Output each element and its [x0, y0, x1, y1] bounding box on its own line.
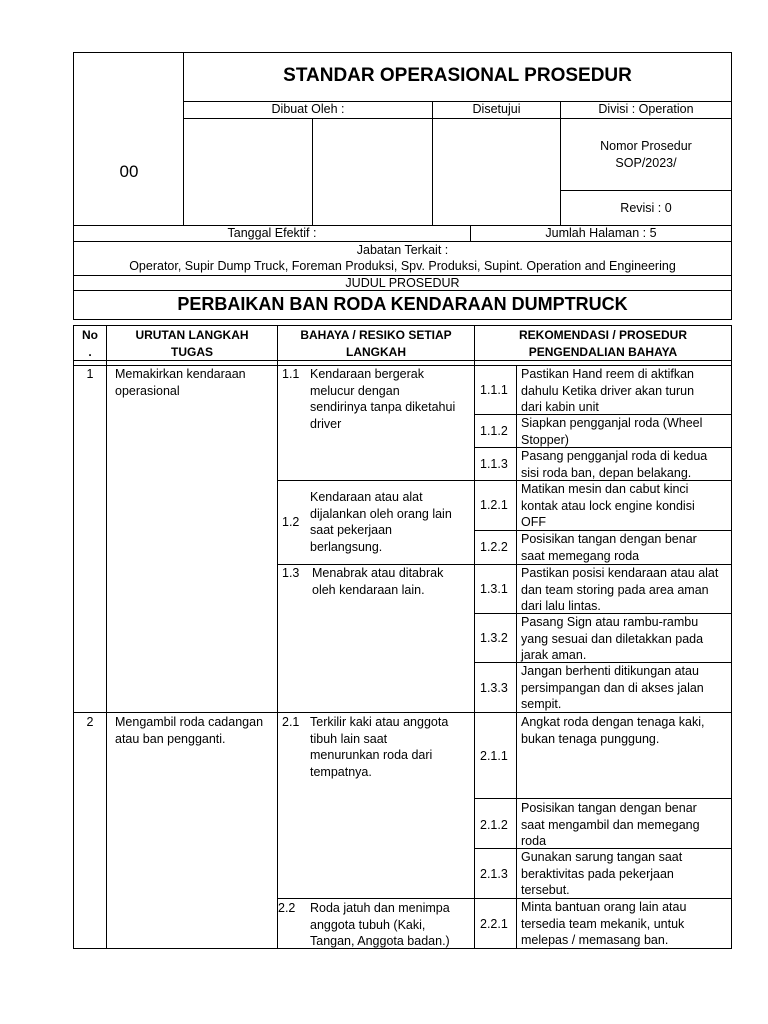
step-number: 1	[86, 367, 94, 381]
control-number: 2.1.3	[480, 867, 508, 881]
control-number: 1.2.2	[480, 540, 508, 554]
effective-date-label: Tanggal Efektif :	[227, 226, 317, 240]
border	[516, 365, 517, 949]
hazard-text: Kendaraan atau alat dijalankan oleh orang lain saat pekerjaan berlangsung.	[310, 490, 452, 554]
border	[277, 480, 475, 481]
related-positions-label: Jabatan Terkait :	[356, 243, 449, 257]
control-number: 1.3.1	[480, 582, 508, 596]
control-text: Posisikan tangan dengan benar saat memegang roda	[521, 532, 697, 563]
control-text: Gunakan sarung tangan saat beraktivitas pada pekerjaan tersebut.	[521, 850, 683, 897]
division-label: Divisi : Operation	[598, 102, 694, 116]
hazard-text: Kendaraan bergerak melucur dengan sendirinya tanpa diketahui driver	[310, 367, 456, 431]
border	[183, 118, 732, 119]
document-number: 00	[119, 162, 139, 181]
procedure-title: PERBAIKAN BAN RODA KENDARAAN DUMPTRUCK	[177, 294, 628, 314]
border	[312, 118, 313, 226]
control-number: 2.1.1	[480, 749, 508, 763]
border	[106, 325, 107, 949]
border	[277, 325, 278, 949]
page-count-label: Jumlah Halaman : 5	[545, 226, 657, 240]
made-by-label: Dibuat Oleh :	[271, 102, 345, 116]
border	[560, 190, 732, 191]
border	[432, 101, 433, 226]
control-text: Pastikan posisi kendaraan atau alat dan team storing pada area aman dari lalu lintas.	[521, 566, 719, 613]
control-number: 2.2.1	[480, 917, 508, 931]
control-text: Minta bantuan orang lain atau tersedia team mekanik, untuk melepas / memasang ban.	[521, 900, 687, 947]
hazard-text: Terkilir kaki atau anggota tibuh lain saat menurunkan roda dari tempatnya.	[310, 715, 449, 779]
control-number: 1.1.2	[480, 424, 508, 438]
column-header-control: REKOMENDASI / PROSEDUR PENGENDALIAN BAHAYA	[518, 328, 688, 359]
hazard-number: 1.3	[282, 566, 300, 580]
control-text: Pasang Sign atau rambu-rambu yang sesuai dan diletakkan pada jarak aman.	[521, 615, 704, 662]
control-text: Angkat roda dengan tenaga kaki, bukan tenaga punggung.	[521, 715, 705, 746]
hazard-number: 1.1	[282, 367, 300, 381]
control-text: Jangan berhenti ditikungan atau persimpangan dan di akses jalan sempit.	[521, 664, 704, 711]
procedure-number: Nomor Prosedur SOP/2023/	[600, 139, 692, 170]
hazard-number: 1.2	[282, 515, 300, 529]
control-text: Pastikan Hand reem di aktifkan dahulu Ketika driver akan turun dari kabin unit	[521, 367, 695, 414]
revision-label: Revisi : 0	[620, 201, 672, 215]
border	[73, 360, 732, 361]
related-positions-value: Operator, Supir Dump Truck, Foreman Produksi, Spv. Produksi, Supint. Operation and Engineering	[129, 259, 676, 273]
border	[474, 325, 475, 949]
control-text: Pasang pengganjal roda di kedua sisi roda ban, depan belakang.	[521, 449, 708, 480]
border	[73, 319, 732, 320]
step-number: 2	[86, 715, 94, 729]
control-number: 2.1.2	[480, 818, 508, 832]
hazard-number: 2.1	[282, 715, 300, 729]
column-header-no: No .	[82, 328, 98, 359]
hazard-number: 2.2	[278, 901, 296, 915]
hazard-text: Menabrak atau ditabrak oleh kendaraan lain.	[312, 566, 444, 597]
border	[474, 798, 732, 799]
control-text: Siapkan pengganjal roda (Wheel Stopper)	[521, 416, 703, 447]
column-header-task: URUTAN LANGKAH TUGAS	[135, 328, 249, 359]
control-number: 1.1.1	[480, 383, 508, 397]
procedure-title-label: JUDUL PROSEDUR	[345, 276, 460, 290]
document-title: STANDAR OPERASIONAL PROSEDUR	[283, 65, 632, 86]
approved-label: Disetujui	[472, 102, 521, 116]
control-text: Matikan mesin dan cabut kinci kontak atau lock engine kondisi OFF	[521, 482, 695, 529]
hazard-text: Roda jatuh dan menimpa anggota tubuh (Kaki, Tangan, Anggota badan.)	[310, 901, 450, 948]
control-number: 1.1.3	[480, 457, 508, 471]
border	[731, 52, 732, 320]
control-number: 1.2.1	[480, 498, 508, 512]
column-header-hazard: BAHAYA / RESIKO SETIAP LANGKAH	[300, 328, 452, 359]
control-text: Posisikan tangan dengan benar saat mengambil dan memegang roda	[521, 801, 700, 848]
border	[731, 325, 732, 949]
border	[73, 325, 74, 949]
border	[73, 325, 732, 326]
control-number: 1.3.3	[480, 681, 508, 695]
step-task: Mengambil roda cadangan atau ban pengganti.	[115, 715, 264, 746]
border	[73, 52, 732, 53]
step-task: Memakirkan kendaraan operasional	[115, 367, 246, 398]
control-number: 1.3.2	[480, 631, 508, 645]
